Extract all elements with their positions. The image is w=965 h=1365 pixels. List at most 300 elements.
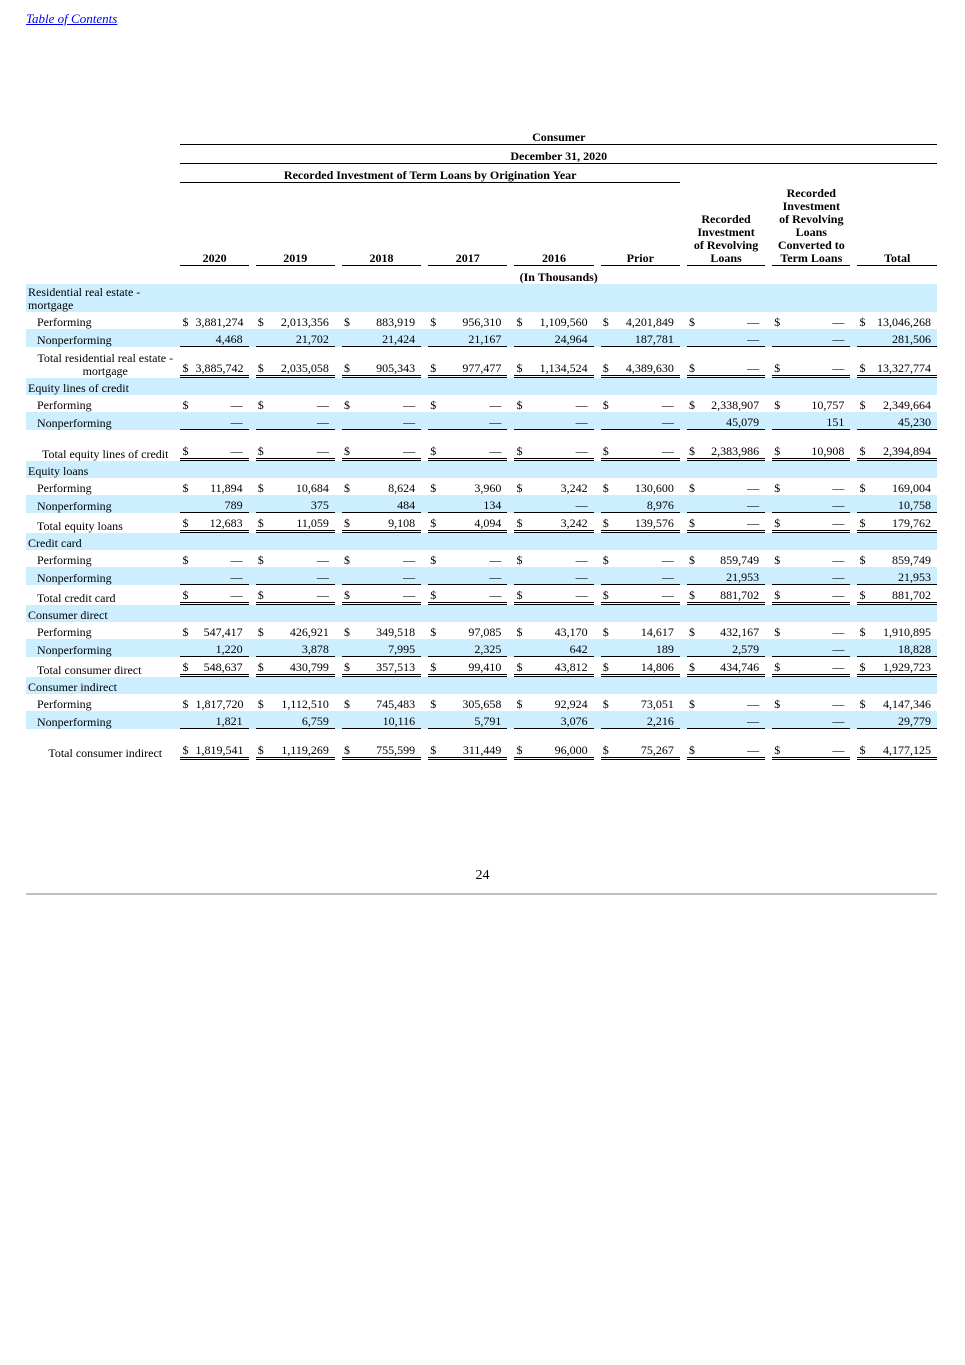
cell-value: — [230, 398, 243, 412]
cell-value: 7,995 [357, 639, 421, 657]
currency-symbol [514, 495, 529, 513]
currency-symbol: $ [514, 657, 529, 677]
currency-symbol: $ [430, 697, 437, 711]
cell-value: — [832, 625, 845, 639]
column-header-line: Term Loans [780, 251, 843, 265]
cell-value: — [702, 729, 765, 760]
currency-symbol: $ [857, 729, 872, 760]
currency-symbol: $ [687, 430, 702, 461]
cell-value: 357,513 [357, 657, 421, 677]
currency-symbol: $ [256, 430, 271, 461]
cell-value: 881,702 [702, 585, 765, 605]
currency-symbol: $ [774, 398, 781, 412]
currency-symbol [428, 329, 443, 347]
cell-value: 745,483 [376, 697, 416, 711]
currency-symbol: $ [343, 398, 350, 412]
cell-value: 3,881,274 [195, 315, 244, 329]
currency-symbol [428, 711, 443, 729]
cell-value: 883,919 [376, 315, 416, 329]
currency-symbol: $ [343, 481, 350, 495]
cell-value: 1,109,560 [539, 315, 588, 329]
currency-symbol: $ [343, 625, 350, 639]
column-header-4: 2016 [514, 183, 593, 266]
section-title: Residential real estate - mortgage [26, 284, 937, 312]
currency-symbol [180, 495, 195, 513]
row-label: Performing [37, 553, 92, 567]
currency-symbol: $ [601, 729, 616, 760]
total-row [26, 657, 937, 677]
currency-symbol [180, 329, 195, 347]
currency-symbol [514, 567, 529, 585]
row-label: Nonperforming [26, 495, 173, 513]
currency-symbol: $ [602, 697, 609, 711]
total-row [26, 347, 937, 378]
currency-symbol: $ [516, 315, 523, 329]
cell-value: 434,746 [702, 657, 765, 677]
cell-value: — [616, 585, 680, 605]
currency-symbol: $ [859, 553, 866, 567]
cell-value: — [489, 553, 502, 567]
currency-symbol: $ [857, 657, 872, 677]
cell-value: — [616, 567, 680, 585]
cell-value: — [702, 495, 765, 513]
row-label: Total credit card [37, 591, 116, 605]
page-number: 24 [475, 868, 490, 883]
cell-value: 12,683 [196, 513, 249, 533]
cell-value: — [616, 430, 680, 461]
column-header-line: Recorded [786, 186, 836, 200]
cell-value: — [357, 567, 421, 585]
segment-header: Consumer [180, 126, 937, 145]
cell-value: 642 [529, 639, 593, 657]
currency-symbol: $ [516, 481, 523, 495]
currency-symbol: $ [182, 697, 189, 711]
cell-value: — [787, 495, 850, 513]
cell-value: — [832, 697, 845, 711]
currency-symbol: $ [687, 729, 702, 760]
cell-value: 99,410 [443, 657, 507, 677]
column-header-line: Recorded [701, 212, 751, 226]
cell-value: 96,000 [529, 729, 593, 760]
cell-value: 2,383,986 [702, 430, 765, 461]
currency-symbol: $ [774, 553, 781, 567]
currency-symbol: $ [772, 729, 787, 760]
cell-value: 977,477 [443, 347, 507, 378]
currency-symbol [180, 412, 195, 430]
row-label: Nonperforming [26, 711, 173, 729]
cell-value: — [357, 430, 421, 461]
cell-value: 3,885,742 [196, 347, 249, 378]
currency-symbol: $ [180, 585, 195, 605]
currency-symbol [687, 495, 702, 513]
currency-symbol: $ [428, 513, 443, 533]
table-row [26, 622, 937, 639]
currency-symbol: $ [857, 585, 872, 605]
currency-symbol: $ [428, 347, 443, 378]
column-header-line: Investment [782, 199, 840, 213]
cell-value: — [832, 315, 845, 329]
total-row [26, 729, 937, 760]
currency-symbol: $ [180, 513, 195, 533]
cell-value: 2,325 [443, 639, 507, 657]
cell-value: — [271, 430, 335, 461]
section-title: Consumer indirect [26, 677, 937, 694]
currency-symbol: $ [602, 553, 609, 567]
cell-value: 73,051 [640, 697, 674, 711]
currency-symbol [428, 567, 443, 585]
row-label: Performing [37, 625, 92, 639]
cell-value: 8,976 [616, 495, 680, 513]
cell-value: 10,758 [872, 495, 937, 513]
cell-value: 2,338,907 [711, 398, 760, 412]
currency-symbol: $ [430, 553, 437, 567]
row-label: Total consumer indirect [48, 746, 163, 760]
currency-symbol [514, 412, 529, 430]
cell-value: — [787, 639, 850, 657]
currency-symbol: $ [859, 697, 866, 711]
cell-value: 1,112,510 [281, 697, 329, 711]
currency-symbol: $ [857, 347, 872, 378]
column-header-line: Investment [697, 225, 755, 239]
currency-symbol: $ [257, 398, 264, 412]
currency-symbol [256, 329, 271, 347]
cell-value: 10,116 [357, 711, 421, 729]
currency-symbol: $ [343, 315, 350, 329]
currency-symbol [180, 639, 195, 657]
currency-symbol: $ [257, 697, 264, 711]
currency-symbol: $ [602, 625, 609, 639]
currency-symbol: $ [687, 347, 702, 378]
currency-symbol: $ [180, 430, 195, 461]
cell-value: 18,828 [872, 639, 937, 657]
cell-value: 789 [196, 495, 249, 513]
cell-value: 1,134,524 [529, 347, 593, 378]
cell-value: 1,910,895 [883, 625, 931, 639]
currency-symbol [342, 329, 357, 347]
cell-value: 21,167 [443, 329, 507, 347]
cell-value: 134 [443, 495, 507, 513]
currency-symbol: $ [514, 729, 529, 760]
currency-symbol: $ [772, 430, 787, 461]
currency-symbol: $ [257, 315, 264, 329]
cell-value: 4,147,346 [883, 697, 931, 711]
total-row [26, 585, 937, 605]
currency-symbol: $ [774, 697, 781, 711]
cell-value: 13,046,268 [877, 315, 931, 329]
cell-value: — [702, 711, 765, 729]
currency-symbol [342, 711, 357, 729]
cell-value: 956,310 [462, 315, 502, 329]
currency-symbol: $ [430, 398, 437, 412]
cell-value: 10,908 [787, 430, 850, 461]
cell-value: 548,637 [196, 657, 249, 677]
cell-value: 21,702 [271, 329, 335, 347]
currency-symbol [256, 567, 271, 585]
currency-symbol [256, 639, 271, 657]
currency-symbol [772, 711, 787, 729]
currency-symbol: $ [601, 430, 616, 461]
table-row [26, 412, 937, 430]
row-label: Performing [37, 697, 92, 711]
currency-symbol: $ [772, 347, 787, 378]
cell-value: 9,108 [357, 513, 421, 533]
section-title-row [26, 605, 937, 622]
column-header-line: of Revolving [779, 212, 844, 226]
cell-value: 10,684 [295, 481, 329, 495]
cell-value: — [489, 398, 502, 412]
row-label: Nonperforming [26, 329, 173, 347]
currency-symbol [857, 639, 872, 657]
currency-symbol [256, 495, 271, 513]
cell-value: 4,177,125 [872, 729, 937, 760]
cell-value: 14,806 [616, 657, 680, 677]
currency-symbol [342, 567, 357, 585]
cell-value: 2,035,058 [271, 347, 335, 378]
section-title: Credit card [26, 533, 937, 550]
cell-value: — [443, 412, 507, 430]
cell-value: 3,076 [529, 711, 593, 729]
table-row [26, 550, 937, 567]
table-row [26, 478, 937, 495]
cell-value: — [702, 513, 765, 533]
date-header: December 31, 2020 [180, 145, 937, 164]
currency-symbol: $ [182, 481, 189, 495]
currency-symbol: $ [516, 697, 523, 711]
table-row [26, 639, 937, 657]
total-row [26, 513, 937, 533]
currency-symbol: $ [774, 625, 781, 639]
column-header-7 [772, 183, 850, 266]
currency-symbol: $ [256, 657, 271, 677]
cell-value: — [661, 398, 674, 412]
cell-value: 139,576 [616, 513, 680, 533]
cell-value: 43,812 [529, 657, 593, 677]
currency-symbol [601, 567, 616, 585]
currency-symbol: $ [772, 513, 787, 533]
cell-value: — [787, 567, 850, 585]
currency-symbol: $ [857, 513, 872, 533]
cell-value: 3,960 [474, 481, 502, 495]
currency-symbol [601, 639, 616, 657]
cell-value: — [529, 495, 593, 513]
currency-symbol [772, 412, 787, 430]
currency-symbol [428, 412, 443, 430]
currency-symbol [857, 567, 872, 585]
currency-symbol: $ [859, 625, 866, 639]
cell-value: 1,821 [196, 711, 249, 729]
table-row [26, 395, 937, 412]
cell-value: — [787, 711, 850, 729]
row-label: Performing [37, 315, 92, 329]
cell-value: 2,216 [616, 711, 680, 729]
currency-symbol [772, 329, 787, 347]
row-label: Performing [37, 398, 92, 412]
column-header-3: 2017 [428, 183, 507, 266]
table-of-contents-link[interactable]: Table of Contents [26, 11, 118, 26]
currency-symbol [514, 639, 529, 657]
currency-symbol: $ [342, 513, 357, 533]
currency-symbol [687, 639, 702, 657]
currency-symbol [342, 412, 357, 430]
cell-value: — [575, 553, 588, 567]
currency-symbol: $ [859, 398, 866, 412]
cell-value: 484 [357, 495, 421, 513]
cell-value: — [403, 398, 416, 412]
cell-value: — [747, 315, 760, 329]
currency-symbol [857, 412, 872, 430]
cell-value: — [529, 585, 593, 605]
cell-value: 75,267 [616, 729, 680, 760]
cell-value: 305,658 [462, 697, 502, 711]
currency-symbol: $ [257, 481, 264, 495]
currency-symbol [772, 639, 787, 657]
currency-symbol: $ [601, 657, 616, 677]
cell-value: 281,506 [872, 329, 937, 347]
currency-symbol [514, 329, 529, 347]
cell-value: 547,417 [203, 625, 243, 639]
row-label: Nonperforming [26, 567, 173, 585]
currency-symbol: $ [514, 347, 529, 378]
cell-value: 432,167 [720, 625, 760, 639]
row-label: Total equity lines of credit [41, 447, 169, 461]
cell-value: 189 [616, 639, 680, 657]
cell-value: 859,749 [892, 553, 931, 567]
currency-symbol [180, 567, 195, 585]
cell-value: — [196, 585, 249, 605]
section-title-row [26, 677, 937, 694]
cell-value: 151 [787, 412, 850, 430]
currency-symbol: $ [180, 657, 195, 677]
cell-value: 11,894 [210, 481, 243, 495]
cell-value: 13,327,774 [872, 347, 937, 378]
cell-value: 24,964 [529, 329, 593, 347]
currency-symbol: $ [688, 398, 695, 412]
cell-value: 179,762 [872, 513, 937, 533]
currency-symbol: $ [602, 315, 609, 329]
currency-symbol [342, 495, 357, 513]
cell-value: — [230, 553, 243, 567]
row-label: Total consumer direct [37, 663, 142, 677]
currency-symbol: $ [430, 625, 437, 639]
currency-symbol: $ [516, 398, 523, 412]
cell-value: — [747, 481, 760, 495]
cell-value: 4,468 [196, 329, 249, 347]
currency-symbol [687, 567, 702, 585]
row-label: Total residential real estate - mortgage [37, 351, 174, 378]
column-header-5: Prior [601, 183, 680, 266]
cell-value: — [787, 729, 850, 760]
currency-symbol: $ [687, 657, 702, 677]
cell-value: 187,781 [616, 329, 680, 347]
cell-value: 45,079 [702, 412, 765, 430]
cell-value: 6,759 [271, 711, 335, 729]
column-header-8: Total [857, 183, 937, 266]
currency-symbol: $ [256, 729, 271, 760]
cell-value: — [575, 398, 588, 412]
row-label: Total equity loans [37, 519, 123, 533]
currency-symbol: $ [343, 697, 350, 711]
cell-value: 5,791 [443, 711, 507, 729]
table-row [26, 329, 937, 347]
currency-symbol: $ [430, 481, 437, 495]
cell-value: 881,702 [872, 585, 937, 605]
cell-value: — [529, 567, 593, 585]
units-header: (In Thousands) [519, 270, 598, 284]
currency-symbol: $ [342, 657, 357, 677]
table-row [26, 495, 937, 513]
table-row [26, 711, 937, 729]
currency-symbol: $ [602, 398, 609, 412]
cell-value: 21,424 [357, 329, 421, 347]
currency-symbol: $ [342, 430, 357, 461]
currency-symbol: $ [688, 481, 695, 495]
cell-value: 3,242 [529, 513, 593, 533]
currency-symbol: $ [430, 315, 437, 329]
cell-value: 1,819,541 [196, 729, 249, 760]
cell-value: 21,953 [872, 567, 937, 585]
column-header-line: of Revolving [693, 238, 759, 252]
cell-value: 2,579 [702, 639, 765, 657]
currency-symbol: $ [687, 513, 702, 533]
cell-value: — [832, 553, 845, 567]
total-row [26, 430, 937, 461]
cell-value: — [747, 697, 760, 711]
currency-symbol [601, 711, 616, 729]
cell-value: 2,013,356 [280, 315, 329, 329]
column-header-6 [687, 183, 765, 266]
currency-symbol: $ [687, 585, 702, 605]
currency-symbol: $ [688, 697, 695, 711]
cell-value: 3,242 [560, 481, 588, 495]
column-header-0: 2020 [180, 183, 248, 266]
currency-symbol: $ [182, 553, 189, 567]
currency-symbol: $ [256, 347, 271, 378]
currency-symbol: $ [601, 585, 616, 605]
cell-value: — [702, 347, 765, 378]
footer-divider [26, 893, 937, 895]
row-label: Nonperforming [26, 639, 173, 657]
section-title-row [26, 533, 937, 550]
cell-value: 2,349,664 [883, 398, 931, 412]
currency-symbol [601, 495, 616, 513]
cell-value: 1,929,723 [872, 657, 937, 677]
currency-symbol: $ [859, 315, 866, 329]
currency-symbol: $ [514, 430, 529, 461]
cell-value: — [832, 481, 845, 495]
section-title: Equity loans [26, 461, 937, 478]
currency-symbol: $ [514, 513, 529, 533]
cell-value: — [271, 412, 335, 430]
currency-symbol: $ [428, 657, 443, 677]
section-title-row [26, 461, 937, 478]
cell-value: 169,004 [892, 481, 931, 495]
cell-value: 29,779 [872, 711, 937, 729]
cell-value: 2,394,894 [872, 430, 937, 461]
cell-value: — [529, 430, 593, 461]
currency-symbol: $ [182, 315, 189, 329]
cell-value: — [443, 567, 507, 585]
section-title-row [26, 284, 937, 312]
currency-symbol [601, 329, 616, 347]
currency-symbol [857, 329, 872, 347]
cell-value: 430,799 [271, 657, 335, 677]
currency-symbol [772, 495, 787, 513]
currency-symbol: $ [688, 625, 695, 639]
currency-symbol: $ [601, 513, 616, 533]
cell-value: — [196, 412, 249, 430]
currency-symbol: $ [342, 347, 357, 378]
currency-symbol [772, 567, 787, 585]
